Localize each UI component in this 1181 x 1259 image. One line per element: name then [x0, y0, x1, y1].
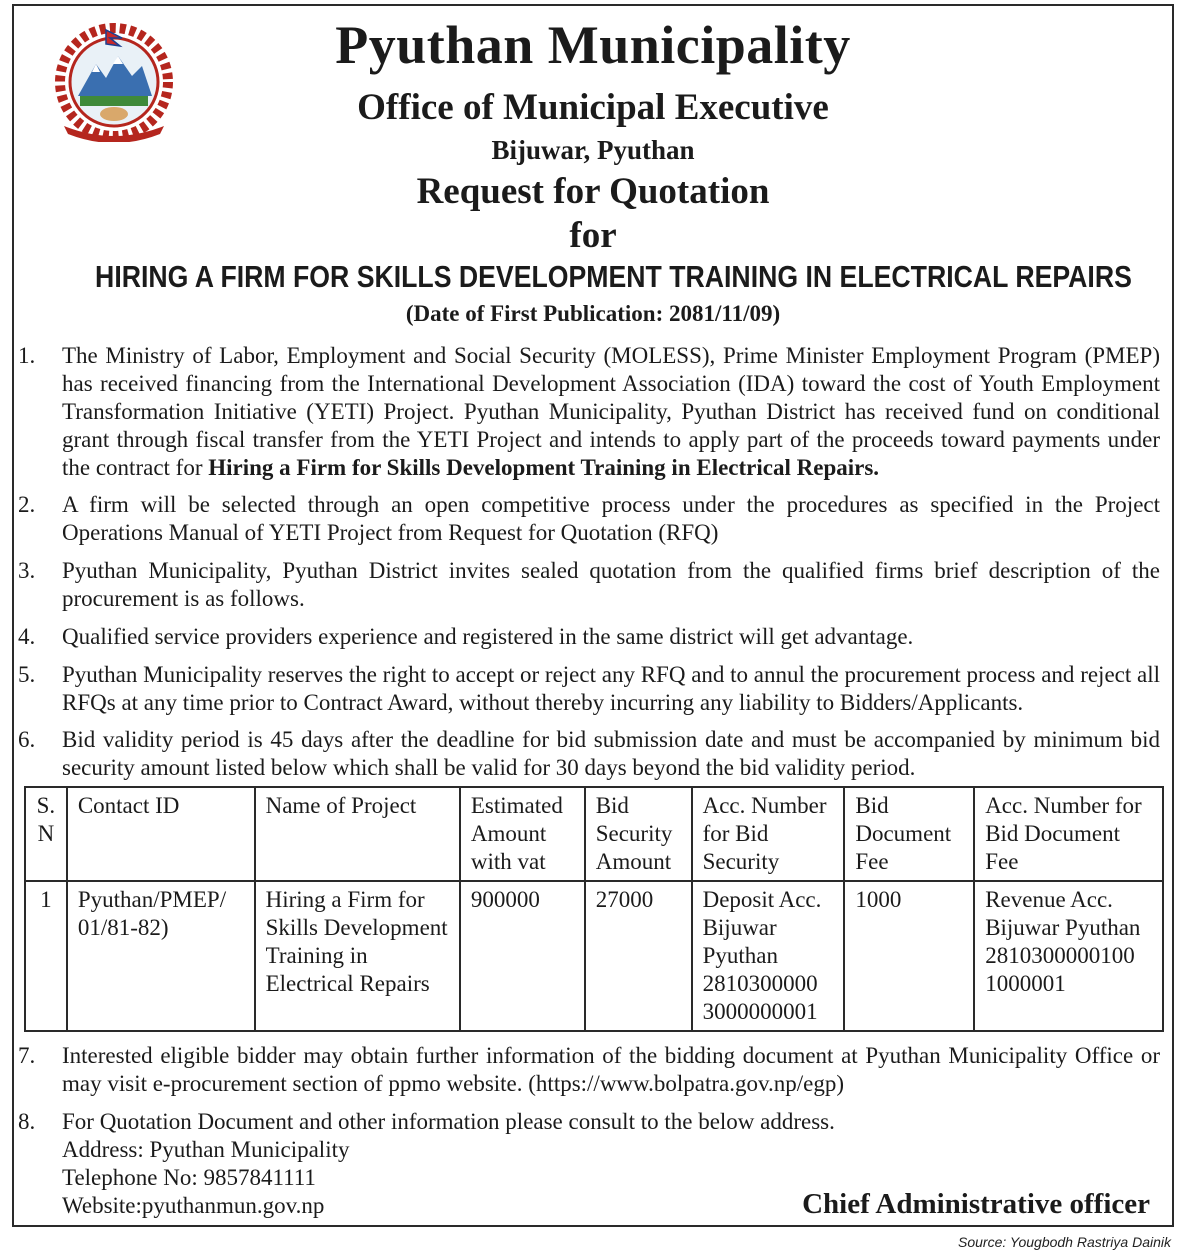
paragraph-text: Interested eligible bidder may obtain further information of the bidding document at Pyuthan Municipality Office or may visit e-procurement section of ppmo website. (https://www.bolpatra.gov.np/egp): [62, 1043, 1160, 1096]
paragraph-2: [18, 491, 1160, 547]
notice-type: Request for Quotation: [416, 171, 770, 212]
table-cell: 1000: [844, 881, 974, 1031]
paragraph-text: Bid validity period is 45 days after the deadline for bid submission date and must be accompanied by minimum bid security amount listed below which shall be valid for 30 days beyond the bid validity period.: [62, 727, 1160, 780]
paragraph-number: 1.: [18, 343, 36, 368]
organization-title: Pyuthan Municipality: [335, 15, 851, 75]
office-address: Bijuwar, Pyuthan: [491, 135, 695, 165]
contact-website: Website:pyuthanmun.gov.np: [62, 1193, 325, 1218]
source-credit: Source: Yougbodh Rastriya Dainik: [958, 1234, 1171, 1250]
paragraph-text: Pyuthan Municipality reserves the right to accept or reject any RFQ and to annul the procurement process and reject all RFQs at any time prior to Contract Award, without thereby incurring any liability to Bidders/Applicants.: [62, 662, 1160, 715]
table-cell: 27000: [585, 881, 692, 1031]
notice-connector: for: [569, 215, 617, 256]
publication-date: (Date of First Publication: 2081/11/09): [405, 301, 781, 326]
table-cell: Pyuthan/PMEP/ 01/81-82): [67, 881, 255, 1031]
paragraph-text: A firm will be selected through an open competitive process under the procedures as specified in the Project Operations Manual of YETI Project from Request for Quotation (RFQ): [62, 492, 1160, 545]
rfq-notice: [12, 4, 1174, 1227]
paragraph-7: [18, 1042, 1160, 1098]
paragraph-1: [18, 342, 1160, 482]
table-cell: Hiring a Firm for Skills Development Training in Electrical Repairs: [255, 881, 460, 1031]
notice-subject: HIRING A FIRM FOR SKILLS DEVELOPMENT TRAINING IN ELECTRICAL REPAIRS: [95, 259, 1132, 294]
signoff-title: Chief Administrative officer: [802, 1188, 1150, 1220]
table-header-row: [25, 787, 1163, 881]
column-header: Estimated Amount with vat: [460, 787, 585, 881]
paragraph-3: [18, 557, 1160, 613]
paragraph-number: 8.: [18, 1109, 36, 1134]
table-cell: 900000: [460, 881, 585, 1031]
procurement-table: [24, 786, 1164, 1032]
paragraph-text: Pyuthan Municipality, Pyuthan District invites sealed quotation from the qualified firms brief description of the procurement is as follows.: [62, 558, 1160, 611]
paragraph-4: [18, 623, 1160, 651]
paragraph-5: [18, 661, 1160, 717]
column-header: Acc. Number for Bid Security: [692, 787, 845, 881]
contact-telephone: Telephone No: 9857841111: [62, 1165, 316, 1190]
paragraph-8: [18, 1108, 1160, 1136]
office-title: Office of Municipal Executive: [357, 87, 829, 128]
paragraph-text: The Ministry of Labor, Employment and Social Security (MOLESS), Prime Minister Employment Program (PMEP) has received financing from the International Development Association (IDA) toward the cost of Youth Employment Transformation Initiative (YETI) Project. Pyuthan Municipality, Pyuthan District has received fund on conditional grant through fiscal transfer from the YETI Project and intends to apply part of the proceeds toward payments under the contract for: [62, 343, 1160, 480]
paragraph-6: [18, 726, 1160, 782]
paragraph-number: 6.: [18, 727, 36, 752]
column-header: S. N: [25, 787, 67, 881]
paragraph-number: 2.: [18, 492, 36, 517]
table-row: [25, 881, 1163, 1031]
column-header: Acc. Number for Bid Document Fee: [974, 787, 1163, 881]
column-header: Bid Security Amount: [585, 787, 692, 881]
contact-address: Address: Pyuthan Municipality: [62, 1137, 350, 1162]
table-cell: Revenue Acc. Bijuwar Pyuthan 2810300000100 1000001: [974, 881, 1163, 1031]
paragraph-text: Qualified service providers experience and registered in the same district will get advantage.: [62, 624, 914, 649]
table-cell: 1: [25, 881, 67, 1031]
paragraph-number: 3.: [18, 558, 36, 583]
column-header: Name of Project: [255, 787, 460, 881]
column-header: Contact ID: [67, 787, 255, 881]
paragraph-number: 5.: [18, 662, 36, 687]
paragraph-bold-text: Hiring a Firm for Skills Development Training in Electrical Repairs.: [208, 455, 880, 480]
paragraph-number: 7.: [18, 1043, 36, 1068]
table-cell: Deposit Acc. Bijuwar Pyuthan 2810300000 3000000001: [692, 881, 845, 1031]
column-header: Bid Document Fee: [844, 787, 974, 881]
paragraph-text: For Quotation Document and other information please consult to the below address.: [62, 1109, 835, 1134]
paragraph-number: 4.: [18, 624, 36, 649]
